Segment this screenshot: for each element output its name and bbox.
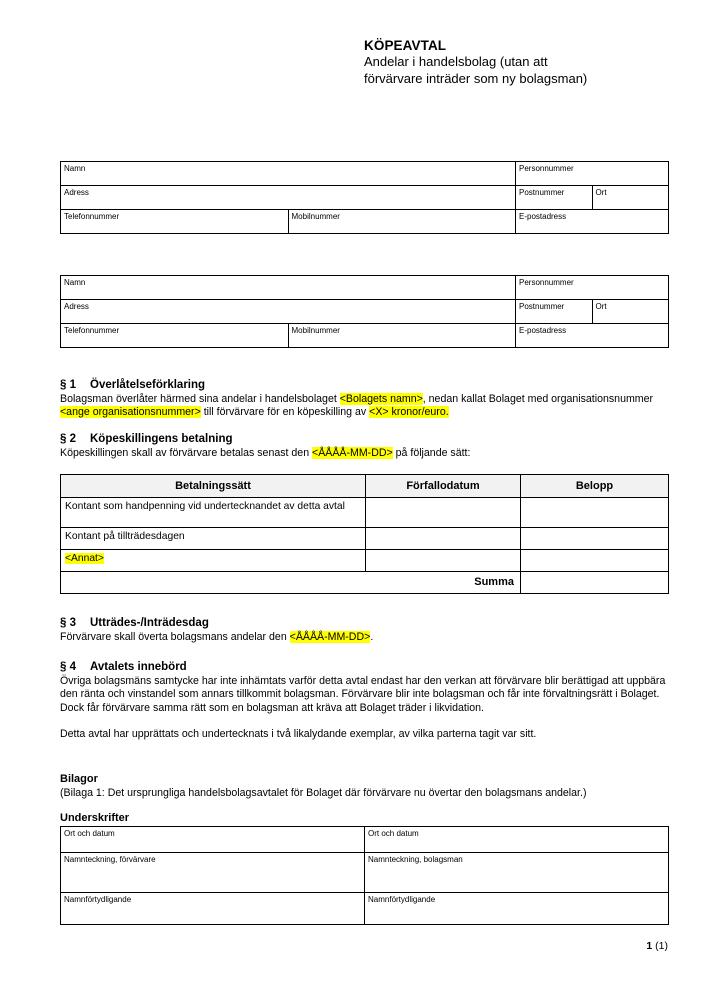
page-footer [60,940,668,953]
table-row [61,550,669,572]
section-1-heading [60,378,668,392]
col-header-belopp: Belopp [521,475,669,498]
footer-page-current: 1 [646,940,653,952]
field-namn[interactable]: Namn [61,162,516,186]
party-table-2-wrap [60,275,668,348]
section-2-heading [60,432,668,446]
field-postnummer[interactable]: Postnummer [516,300,593,324]
section-4-heading [60,660,668,674]
field-namn[interactable]: Namn [61,276,516,300]
table-row [61,186,669,210]
table-row [61,276,669,300]
field-mobilnummer[interactable]: Mobilnummer [288,324,516,348]
field-personnummer[interactable]: Personnummer [516,276,669,300]
s2-text-b: på följande sätt: [392,447,471,459]
underskrifter-heading: Underskrifter [60,812,130,824]
cell-method[interactable]: Kontant som handpenning vid undertecknandet av detta avtal [61,498,366,528]
section-3-number: § 3 [60,617,76,629]
section-4-title: Avtalets innebörd [90,661,187,673]
bilagor-section [60,772,668,800]
section-4 [60,660,668,742]
col-header-forfallodatum: Förfallodatum [366,475,521,498]
field-mobilnummer[interactable]: Mobilnummer [288,210,516,234]
section-4-paragraph-2: Detta avtal har upprättats och undertecknats i två likalydande exemplar, av vilka parterna tagit var sitt. [60,728,537,741]
party-table-2 [60,275,669,348]
field-ort[interactable]: Ort [592,186,669,210]
table-row [61,827,669,853]
section-3-heading [60,616,668,630]
bilagor-text: (Bilaga 1: Det ursprungliga handelsbolagsavtalet för Bolaget där förvärvare nu övertar den bolagsmans andelar.) [60,787,587,799]
cell-due-date[interactable] [366,498,521,528]
table-row [61,528,669,550]
field-ort-och-datum-forvarvare[interactable]: Ort och datum [61,827,365,853]
field-personnummer[interactable]: Personnummer [516,162,669,186]
field-ort[interactable]: Ort [592,300,669,324]
total-label: Summa [61,572,521,594]
placeholder-betalningsdatum[interactable]: <ÅÅÅÅ-MM-DD> [312,447,393,459]
field-namnfortydligande-forvarvare[interactable]: Namnförtydligande [61,893,365,925]
placeholder-kopeskilling[interactable]: <X> [369,406,389,419]
s1-text-b: , nedan kallat Bolaget med organisationsnummer [422,393,654,405]
payment-table-wrap [60,474,668,594]
section-1-title: Överlåtelseförklaring [90,379,206,391]
field-adress[interactable]: Adress [61,186,516,210]
signature-table [60,826,669,925]
field-namnteckning-bolagsman[interactable]: Namnteckning, bolagsman [365,853,669,893]
cell-method[interactable]: Kontant på tillträdesdagen [61,528,366,550]
table-row [61,162,669,186]
placeholder-organisationsnummer[interactable]: <ange organisationsnummer> [60,406,201,419]
table-row [61,853,669,893]
field-postnummer[interactable]: Postnummer [516,186,593,210]
table-row [61,324,669,348]
cell-due-date[interactable] [366,528,521,550]
field-epostadress[interactable]: E-postadress [516,324,669,348]
table-row [61,210,669,234]
section-3 [60,616,668,644]
total-amount[interactable] [521,572,669,594]
section-2-body [60,447,668,460]
payment-table-header-row [61,475,669,498]
bilagor-heading: Bilagor [60,773,98,785]
s3-text-a: Förvärvare skall överta bolagsmans andelar den [60,631,290,643]
section-1 [60,378,668,420]
field-adress[interactable]: Adress [61,300,516,324]
payment-table [60,474,669,594]
s1-text-d: kronor/euro. [388,406,449,419]
table-row [61,300,669,324]
section-1-number: § 1 [60,379,76,391]
section-2-title: Köpeskillingens betalning [90,433,233,445]
placeholder-bolagets-namn[interactable]: <Bolagets namn> [339,393,423,405]
s1-text-c: till förvärvare för en köpeskilling av [200,406,370,419]
placeholder-annat[interactable]: <Annat> [65,553,104,564]
placeholder-tilltradesdatum[interactable]: <ÅÅÅÅ-MM-DD> [289,631,371,643]
section-2-number: § 2 [60,433,76,445]
section-1-body [60,393,668,420]
field-ort-och-datum-bolagsman[interactable]: Ort och datum [365,827,669,853]
section-3-title: Utträdes-/Inträdesdag [90,617,209,629]
field-telefonnummer[interactable]: Telefonnummer [61,324,289,348]
page-subtitle-line2: förvärvare inträder som ny bolagsman) [364,70,588,86]
cell-amount[interactable] [521,550,669,572]
party-table-1-wrap [60,161,668,234]
s2-text-a: Köpeskillingen skall av förvärvare betalas senast den [60,447,313,459]
footer-page-total: (1) [655,940,668,952]
section-3-body [60,631,668,644]
field-namnfortydligande-bolagsman[interactable]: Namnförtydligande [365,893,669,925]
page-subtitle-line1: Andelar i handelsbolag (utan att [364,54,548,69]
payment-table-total-row [61,572,669,594]
s1-text-a: Bolagsman överlåter härmed sina andelar i handelsbolaget [60,393,340,405]
col-header-betalningssatt: Betalningssätt [61,475,366,498]
field-epostadress[interactable]: E-postadress [516,210,669,234]
section-4-number: § 4 [60,661,76,673]
party-table-1 [60,161,669,234]
cell-amount[interactable] [521,528,669,550]
table-row [61,893,669,925]
field-telefonnummer[interactable]: Telefonnummer [61,210,289,234]
field-namnteckning-forvarvare[interactable]: Namnteckning, förvärvare [61,853,365,893]
section-4-paragraph-1: Övriga bolagsmäns samtycke har inte inhämtats varför detta avtal endast har den verkan att förvärvare blir berättigad att uppbära den ränta och vinstandel som annars tillkommit bolagsman. Förvärvare blir inte bolagsman och får inte förvaltningsrätt i Bolaget. Dock får förvärvare samma rätt som en bolagsman att kräva att Bolaget träder i likvidation. [60,675,666,714]
cell-method-annat[interactable] [61,550,366,572]
page-title: KÖPEAVTAL [364,38,447,53]
section-2 [60,432,668,460]
underskrifter-section [60,811,668,925]
s3-text-b: . [370,631,374,643]
cell-due-date[interactable] [366,550,521,572]
title-block [364,38,674,87]
table-row [61,498,669,528]
cell-amount[interactable] [521,498,669,528]
